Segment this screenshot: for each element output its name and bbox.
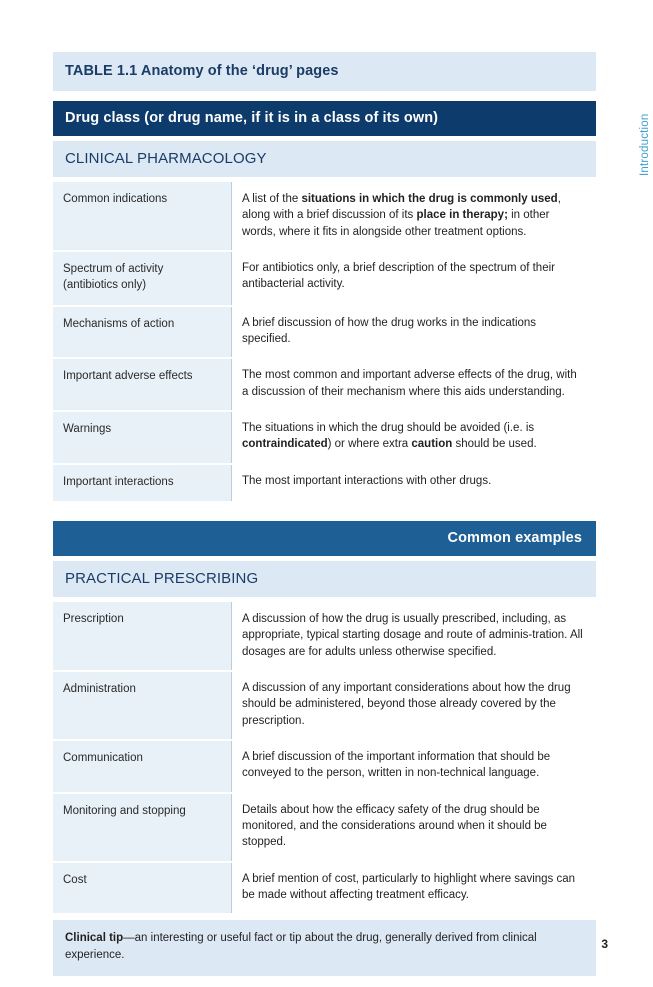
table-row bbox=[53, 251, 596, 306]
row-description: A brief discussion of the important information that should be conveyed to the person, written in non-technical language. bbox=[232, 740, 597, 793]
row-description: A discussion of any important considerations about how the drug should be administered, beyond those already covered by the prescription. bbox=[232, 671, 597, 740]
row-label: Monitoring and stopping bbox=[53, 793, 232, 862]
table-row bbox=[53, 464, 596, 502]
table-row bbox=[53, 862, 596, 915]
common-examples-bar: Common examples bbox=[53, 521, 596, 556]
table-row bbox=[53, 411, 596, 464]
table-row bbox=[53, 602, 596, 671]
side-tab bbox=[623, 46, 651, 206]
practical-prescribing-table bbox=[53, 602, 596, 915]
row-description: The situations in which the drug should be avoided (i.e. is contraindicated) or where extra caution should be used. bbox=[232, 411, 597, 464]
table-1-1 bbox=[53, 52, 596, 976]
clinical-pharmacology-table bbox=[53, 182, 596, 503]
row-description: A discussion of how the drug is usually prescribed, including, as appropriate, typical starting dosage and route of adminis-tration. All dosages are for adults unless otherwise specified. bbox=[232, 602, 597, 671]
table-row bbox=[53, 182, 596, 251]
table-row bbox=[53, 740, 596, 793]
section-heading-clinical-pharmacology: CLINICAL PHARMACOLOGY bbox=[53, 141, 596, 177]
row-description: A brief mention of cost, particularly to highlight where savings can be made without affecting treatment efficacy. bbox=[232, 862, 597, 915]
row-description: Details about how the efficacy safety of the drug should be monitored, and the considerations around when it should be stopped. bbox=[232, 793, 597, 862]
row-label: Administration bbox=[53, 671, 232, 740]
clinical-tip-box: Clinical tip—an interesting or useful fact or tip about the drug, generally derived from clinical experience. bbox=[53, 920, 596, 975]
row-label: Common indications bbox=[53, 182, 232, 251]
table-row bbox=[53, 358, 596, 411]
table-row bbox=[53, 306, 596, 359]
table-caption: TABLE 1.1 Anatomy of the ‘drug’ pages bbox=[53, 52, 596, 91]
row-label: Important adverse effects bbox=[53, 358, 232, 411]
row-description: A brief discussion of how the drug works in the indications specified. bbox=[232, 306, 597, 359]
row-label: Important interactions bbox=[53, 464, 232, 502]
row-description: For antibiotics only, a brief description of the spectrum of their antibacterial activity. bbox=[232, 251, 597, 306]
row-label: Communication bbox=[53, 740, 232, 793]
drug-class-bar: Drug class (or drug name, if it is in a class of its own) bbox=[53, 101, 596, 136]
row-label: Mechanisms of action bbox=[53, 306, 232, 359]
row-label: Warnings bbox=[53, 411, 232, 464]
section-heading-practical-prescribing: PRACTICAL PRESCRIBING bbox=[53, 561, 596, 597]
row-description: The most important interactions with other drugs. bbox=[232, 464, 597, 502]
spacer bbox=[53, 91, 596, 101]
page-number: 3 bbox=[601, 937, 608, 951]
row-description: A list of the situations in which the drug is commonly used, along with a brief discussion of its place in therapy; in other words, where it fits in alongside other treatment options. bbox=[232, 182, 597, 251]
row-label: Spectrum of activity (antibiotics only) bbox=[53, 251, 232, 306]
spacer bbox=[53, 503, 596, 521]
row-label: Cost bbox=[53, 862, 232, 915]
row-label: Prescription bbox=[53, 602, 232, 671]
side-tab-label: Introduction bbox=[639, 113, 651, 176]
row-description: The most common and important adverse effects of the drug, with a discussion of their mechanism where this aids understanding. bbox=[232, 358, 597, 411]
table-row bbox=[53, 793, 596, 862]
table-row bbox=[53, 671, 596, 740]
